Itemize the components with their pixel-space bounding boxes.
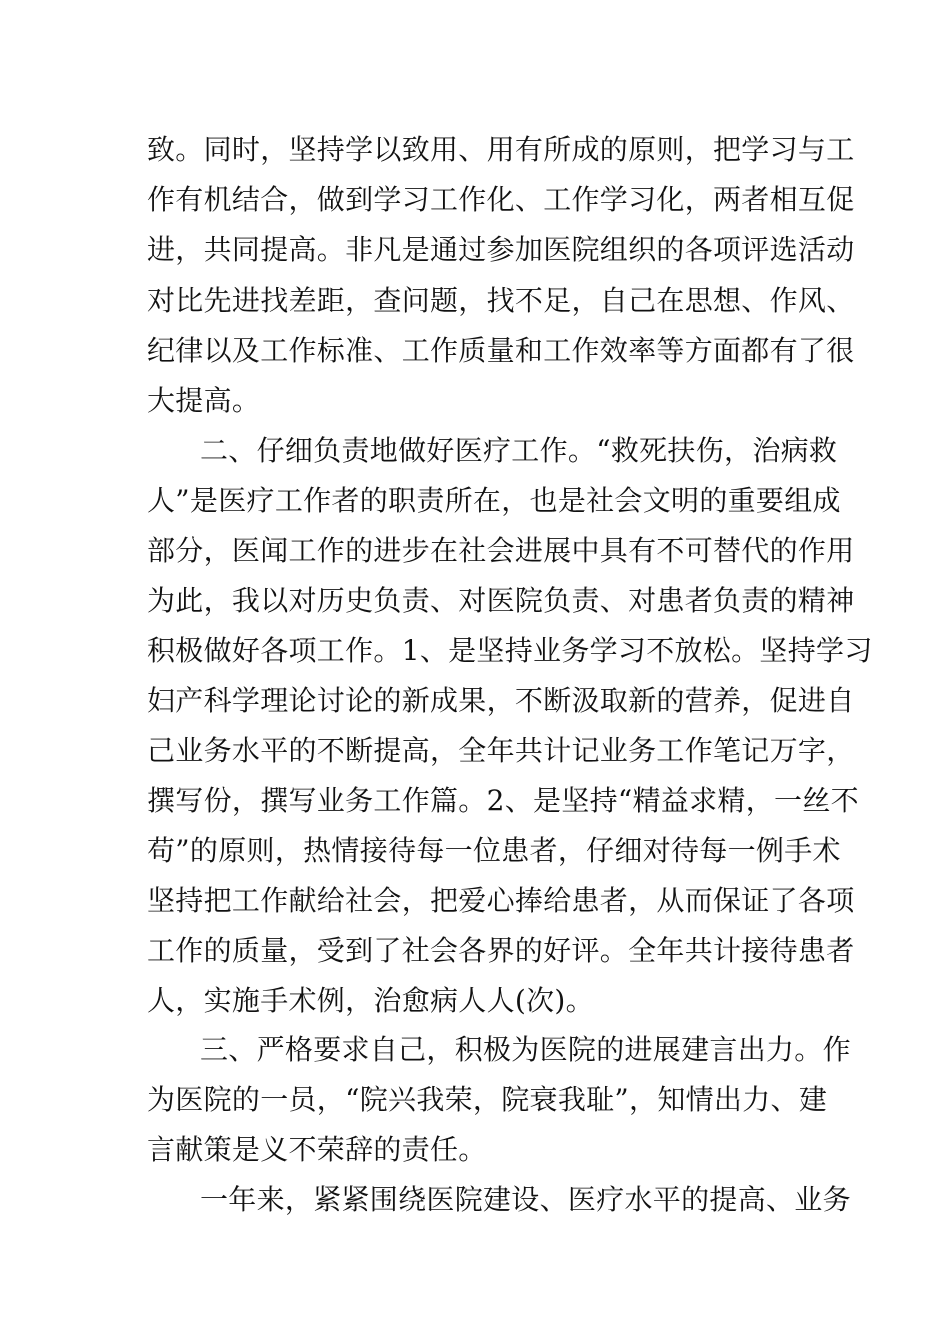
text-line: 己业务水平的不断提高，全年共计记业务工作笔记万字， xyxy=(147,734,855,767)
text-line: 为此，我以对历史负责、对医院负责、对患者负责的精神 xyxy=(147,584,855,617)
text-line: 妇产科学理论讨论的新成果，不断汲取新的营养，促进自 xyxy=(147,684,855,717)
text-line: 人”是医疗工作者的职责所在，也是社会文明的重要组成 xyxy=(147,484,841,517)
text-line: 为医院的一员，“院兴我荣，院衰我耻”，知情出力、建 xyxy=(147,1083,828,1116)
text-line: 撰写份，撰写业务工作篇。2、是坚持“精益求精，一丝不 xyxy=(147,784,859,817)
text-line: 人，实施手术例，治愈病人人(次)。 xyxy=(147,984,594,1017)
paragraph-heading-line: 三、严格要求自己，积极为医院的进展建言出力。作 xyxy=(200,1033,851,1066)
paragraph-heading-line: 二、仔细负责地做好医疗工作。“救死扶伤，治病救 xyxy=(200,434,838,467)
text-line: 进，共同提高。非凡是通过参加医院组织的各项评选活动 xyxy=(147,233,855,266)
text-line: 部分，医闻工作的进步在社会进展中具有不可替代的作用 xyxy=(147,534,855,567)
text-line: 积极做好各项工作。1、是坚持业务学习不放松。坚持学习 xyxy=(147,634,873,667)
text-line: 苟”的原则，热情接待每一位患者，仔细对待每一例手术 xyxy=(147,834,841,867)
text-line: 纪律以及工作标准、工作质量和工作效率等方面都有了很 xyxy=(147,334,855,367)
text-line: 大提高。 xyxy=(147,384,261,417)
text-line: 坚持把工作献给社会，把爱心捧给患者，从而保证了各项 xyxy=(147,884,855,917)
paragraph-first-line: 一年来，紧紧围绕医院建设、医疗水平的提高、业务 xyxy=(200,1183,851,1216)
text-line: 致。同时，坚持学以致用、用有所成的原则，把学习与工 xyxy=(147,133,855,166)
text-line: 工作的质量，受到了社会各界的好评。全年共计接待患者 xyxy=(147,934,855,967)
text-line: 作有机结合，做到学习工作化、工作学习化，两者相互促 xyxy=(147,183,855,216)
text-line: 言献策是义不荣辞的责任。 xyxy=(147,1133,487,1166)
text-line: 对比先进找差距，查问题，找不足，自己在思想、作风、 xyxy=(147,284,855,317)
